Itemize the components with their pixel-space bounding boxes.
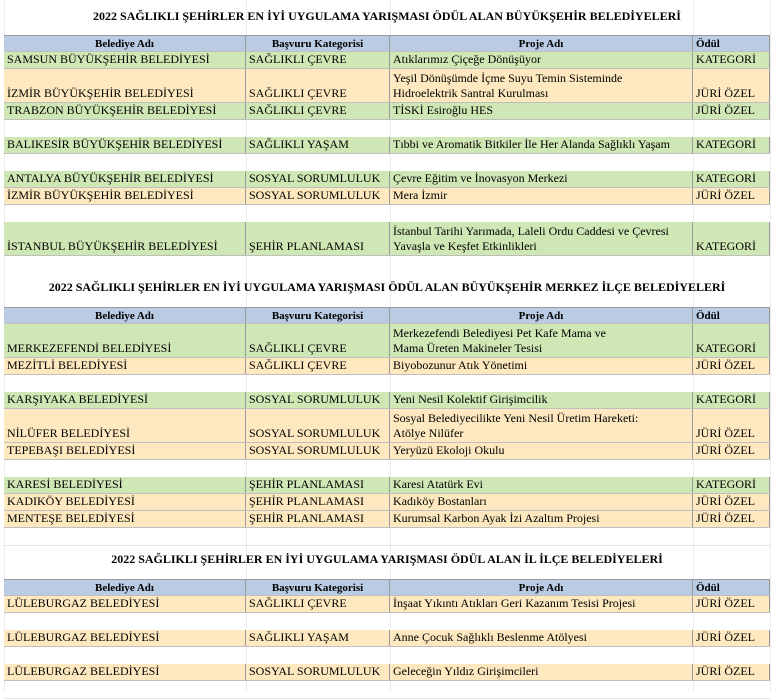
municipality-name: MENTEŞE BELEDİYESİ xyxy=(7,511,135,525)
award-cell[interactable] xyxy=(693,392,770,408)
table-header-row xyxy=(4,579,770,596)
category-cell[interactable] xyxy=(246,392,390,408)
project-name-line: Karesi Atatürk Evi xyxy=(393,477,483,491)
award-cell[interactable] xyxy=(693,511,770,527)
category-cell[interactable] xyxy=(246,103,390,119)
project-name-line: Hidroelektrik Santral Kurulması xyxy=(393,86,549,100)
municipality-name: İSTANBUL BÜYÜKŞEHİR BELEDİYESİ xyxy=(7,239,218,253)
award-cell[interactable] xyxy=(693,103,770,119)
category-cell[interactable] xyxy=(246,409,390,442)
award-cell[interactable] xyxy=(693,409,770,442)
category-name: SAĞLIKLI ÇEVRE xyxy=(249,52,347,66)
project-cell[interactable] xyxy=(390,222,693,255)
award-cell[interactable] xyxy=(693,358,770,374)
table-row xyxy=(4,188,770,205)
municipality-cell[interactable] xyxy=(4,630,246,646)
project-name-line: Biyobozunur Atık Yönetimi xyxy=(393,358,528,372)
project-name-line: Mama Üreten Makineler Tesisi xyxy=(393,341,543,355)
table-row xyxy=(4,52,770,69)
table-row xyxy=(4,392,770,409)
municipality-name: KARESİ BELEDİYESİ xyxy=(7,477,123,491)
category-name: SAĞLIKLI ÇEVRE xyxy=(249,341,347,355)
header-cell[interactable]: Proje Adı xyxy=(390,580,693,595)
table-row xyxy=(4,171,770,188)
municipality-name: BALIKESİR BÜYÜKŞEHİR BELEDİYESİ xyxy=(7,137,223,151)
header-cell[interactable]: Ödül xyxy=(693,36,770,51)
award-cell[interactable] xyxy=(693,137,770,153)
project-cell[interactable] xyxy=(390,358,693,374)
header-cell[interactable]: Ödül xyxy=(693,580,770,595)
category-cell[interactable] xyxy=(246,137,390,153)
project-cell[interactable] xyxy=(390,477,693,493)
municipality-cell[interactable] xyxy=(4,52,246,68)
category-name: SAĞLIKLI ÇEVRE xyxy=(249,103,347,117)
award-name: KATEGORİ xyxy=(696,477,756,491)
header-cell[interactable]: Başvuru Kategorisi xyxy=(246,580,390,595)
municipality-cell[interactable] xyxy=(4,392,246,408)
award-cell[interactable] xyxy=(693,596,770,612)
municipality-name: SAMSUN BÜYÜKŞEHİR BELEDİYESİ xyxy=(7,52,210,66)
project-cell[interactable] xyxy=(390,409,693,442)
section-title: 2022 SAĞLIKLI ŞEHİRLER EN İYİ UYGULAMA YARIŞMASI ÖDÜL ALAN BÜYÜKŞEHİR BELEDİYELERİ xyxy=(93,8,681,23)
category-cell[interactable] xyxy=(246,596,390,612)
table-row xyxy=(4,664,770,681)
municipality-name: ANTALYA BÜYÜKŞEHİR BELEDİYESİ xyxy=(7,171,214,185)
header-cell[interactable]: Başvuru Kategorisi xyxy=(246,308,390,323)
award-name: JÜRİ ÖZEL xyxy=(696,596,755,610)
category-name: SAĞLIKLI ÇEVRE xyxy=(249,86,347,100)
project-name-line: Sosyal Belediyecilikte Yeni Nesil Üretim Hareketi: xyxy=(393,411,639,425)
project-cell[interactable] xyxy=(390,137,693,153)
category-cell[interactable] xyxy=(246,494,390,510)
award-name: JÜRİ ÖZEL xyxy=(696,630,755,644)
project-name-line: Yeşil Dönüşümde İçme Suyu Temin Sisteminde xyxy=(393,71,623,85)
table-row xyxy=(4,511,770,528)
category-name: SOSYAL SORUMLULUK xyxy=(249,392,381,406)
municipality-cell[interactable] xyxy=(4,443,246,459)
empty-row xyxy=(4,647,770,665)
project-cell[interactable] xyxy=(390,188,693,204)
municipality-name: LÜLEBURGAZ BELEDİYESİ xyxy=(7,630,160,644)
award-name: JÜRİ ÖZEL xyxy=(696,511,755,525)
table-header-row xyxy=(4,307,770,324)
award-name: JÜRİ ÖZEL xyxy=(696,664,755,678)
table-row xyxy=(4,103,770,120)
project-name-line: Anne Çocuk Sağlıklı Beslenme Atölyesi xyxy=(393,630,587,644)
municipality-name: LÜLEBURGAZ BELEDİYESİ xyxy=(7,596,160,610)
municipality-cell[interactable] xyxy=(4,324,246,357)
category-cell[interactable] xyxy=(246,52,390,68)
project-cell[interactable] xyxy=(390,392,693,408)
award-name: KATEGORİ xyxy=(696,52,756,66)
award-name: JÜRİ ÖZEL xyxy=(696,443,755,457)
category-name: SOSYAL SORUMLULUK xyxy=(249,171,381,185)
category-cell[interactable] xyxy=(246,69,390,102)
header-cell[interactable]: Başvuru Kategorisi xyxy=(246,36,390,51)
project-name-line: Kadıköy Bostanları xyxy=(393,494,487,508)
project-name-line: İstanbul Tarihi Yarımada, Laleli Ordu Caddesi ve Çevresi xyxy=(393,224,669,238)
award-cell[interactable] xyxy=(693,664,770,680)
project-cell[interactable] xyxy=(390,443,693,459)
award-cell[interactable] xyxy=(693,52,770,68)
municipality-name: KADIKÖY BELEDİYESİ xyxy=(7,494,135,508)
award-cell[interactable] xyxy=(693,443,770,459)
category-name: SOSYAL SORUMLULUK xyxy=(249,664,381,678)
project-name-line: Atölye Nilüfer xyxy=(393,426,464,440)
table-row xyxy=(4,358,770,375)
award-name: JÜRİ ÖZEL xyxy=(696,426,755,440)
category-name: SAĞLIKLI ÇEVRE xyxy=(249,358,347,372)
municipality-cell[interactable] xyxy=(4,664,246,680)
category-cell[interactable] xyxy=(246,324,390,357)
project-cell[interactable] xyxy=(390,52,693,68)
section-title: 2022 SAĞLIKLI ŞEHİRLER EN İYİ UYGULAMA YARIŞMASI ÖDÜL ALAN İL İLÇE BELEDİYELERİ xyxy=(111,551,663,566)
award-cell[interactable] xyxy=(693,69,770,102)
municipality-name: TEPEBAŞI BELEDİYESİ xyxy=(7,443,136,457)
category-name: ŞEHİR PLANLAMASI xyxy=(249,239,365,253)
award-name: JÜRİ ÖZEL xyxy=(696,86,755,100)
municipality-name: TRABZON BÜYÜKŞEHİR BELEDİYESİ xyxy=(7,103,217,117)
award-name: KATEGORİ xyxy=(696,171,756,185)
section-title: 2022 SAĞLIKLI ŞEHİRLER EN İYİ UYGULAMA YARIŞMASI ÖDÜL ALAN BÜYÜKŞEHİR MERKEZ İLÇE BELEDİYELERİ xyxy=(48,279,726,294)
category-cell[interactable] xyxy=(246,171,390,187)
award-name: KATEGORİ xyxy=(696,137,756,151)
award-cell[interactable] xyxy=(693,630,770,646)
empty-row xyxy=(4,154,770,172)
municipality-name: LÜLEBURGAZ BELEDİYESİ xyxy=(7,664,160,678)
project-name-line: Kurumsal Karbon Ayak İzi Azaltım Projesi xyxy=(393,511,600,525)
category-cell[interactable] xyxy=(246,664,390,680)
municipality-cell[interactable] xyxy=(4,409,246,442)
municipality-cell[interactable] xyxy=(4,477,246,493)
project-cell[interactable] xyxy=(390,69,693,102)
table-row xyxy=(4,477,770,494)
project-name-line: Tıbbi ve Aromatik Bitkiler İle Her Alanda Sağlıklı Yaşam xyxy=(393,137,670,151)
municipality-cell[interactable] xyxy=(4,358,246,374)
award-name: JÜRİ ÖZEL xyxy=(696,494,755,508)
project-cell[interactable] xyxy=(390,324,693,357)
category-name: ŞEHİR PLANLAMASI xyxy=(249,494,365,508)
header-cell[interactable]: Proje Adı xyxy=(390,308,693,323)
project-name-line: Çevre Eğitim ve İnovasyon Merkezi xyxy=(393,171,568,185)
category-name: SAĞLIKLI ÇEVRE xyxy=(249,596,347,610)
header-cell[interactable]: Belediye Adı xyxy=(4,36,246,51)
municipality-cell[interactable] xyxy=(4,188,246,204)
project-name-line: Yeryüzü Ekoloji Okulu xyxy=(393,443,505,457)
header-cell[interactable]: Belediye Adı xyxy=(4,308,246,323)
project-name-line: TİSKİ Esiroğlu HES xyxy=(393,103,493,117)
table-row xyxy=(4,494,770,511)
column-gridline xyxy=(770,0,771,691)
category-name: SAĞLIKLI YAŞAM xyxy=(249,137,349,151)
award-cell[interactable] xyxy=(693,324,770,357)
municipality-cell[interactable] xyxy=(4,69,246,102)
category-name: SOSYAL SORUMLULUK xyxy=(249,426,381,440)
category-cell[interactable] xyxy=(246,477,390,493)
award-cell[interactable] xyxy=(693,477,770,493)
project-name-line: Yavaşla ve Keşfet Etkinlikleri xyxy=(393,239,537,253)
project-cell[interactable] xyxy=(390,511,693,527)
project-cell[interactable] xyxy=(390,596,693,612)
award-cell[interactable] xyxy=(693,188,770,204)
project-cell[interactable] xyxy=(390,171,693,187)
category-name: SOSYAL SORUMLULUK xyxy=(249,443,381,457)
award-name: JÜRİ ÖZEL xyxy=(696,358,755,372)
table-row xyxy=(4,137,770,154)
empty-row xyxy=(4,528,770,546)
empty-row xyxy=(4,681,770,699)
empty-row xyxy=(4,613,770,631)
project-name-line: Yeni Nesil Kolektif Girişimcilik xyxy=(393,392,548,406)
project-name-line: İnşaat Yıkıntı Atıkları Geri Kazanım Tesisi Projesi xyxy=(393,596,636,610)
table-row xyxy=(4,630,770,647)
municipality-cell[interactable] xyxy=(4,222,246,255)
project-cell[interactable] xyxy=(390,103,693,119)
municipality-cell[interactable] xyxy=(4,494,246,510)
project-name-line: Merkezefendi Belediyesi Pet Kafe Mama ve xyxy=(393,326,606,340)
empty-row xyxy=(4,375,770,393)
header-cell[interactable]: Belediye Adı xyxy=(4,580,246,595)
award-name: KATEGORİ xyxy=(696,392,756,406)
municipality-cell[interactable] xyxy=(4,137,246,153)
category-name: ŞEHİR PLANLAMASI xyxy=(249,477,365,491)
award-cell[interactable] xyxy=(693,494,770,510)
category-cell[interactable] xyxy=(246,188,390,204)
category-cell[interactable] xyxy=(246,222,390,255)
table-row xyxy=(4,409,770,443)
award-cell[interactable] xyxy=(693,222,770,255)
project-cell[interactable] xyxy=(390,664,693,680)
category-cell[interactable] xyxy=(246,358,390,374)
table-row xyxy=(4,222,770,256)
table-row xyxy=(4,324,770,358)
municipality-name: NİLÜFER BELEDİYESİ xyxy=(7,426,130,440)
empty-row xyxy=(4,460,770,478)
table-row xyxy=(4,596,770,613)
municipality-name: İZMİR BÜYÜKŞEHİR BELEDİYESİ xyxy=(7,188,194,202)
municipality-name: İZMİR BÜYÜKŞEHİR BELEDİYESİ xyxy=(7,86,194,100)
project-cell[interactable] xyxy=(390,494,693,510)
project-name-line: Atıklarımız Çiçeğe Dönüşüyor xyxy=(393,52,541,66)
project-cell[interactable] xyxy=(390,630,693,646)
municipality-cell[interactable] xyxy=(4,511,246,527)
project-name-line: Geleceğin Yıldız Girişimcileri xyxy=(393,664,539,678)
municipality-cell[interactable] xyxy=(4,103,246,119)
municipality-cell[interactable] xyxy=(4,596,246,612)
table-header-row xyxy=(4,35,770,52)
category-cell[interactable] xyxy=(246,443,390,459)
award-name: JÜRİ ÖZEL xyxy=(696,103,755,117)
empty-row xyxy=(4,120,770,138)
project-name-line: Mera İzmir xyxy=(393,188,448,202)
category-cell[interactable] xyxy=(246,630,390,646)
municipality-cell[interactable] xyxy=(4,171,246,187)
award-cell[interactable] xyxy=(693,171,770,187)
table-row xyxy=(4,69,770,103)
header-cell[interactable]: Ödül xyxy=(693,308,770,323)
municipality-name: KARŞIYAKA BELEDİYESİ xyxy=(7,392,148,406)
category-name: SAĞLIKLI YAŞAM xyxy=(249,630,349,644)
award-name: JÜRİ ÖZEL xyxy=(696,188,755,202)
municipality-name: MERKEZEFENDİ BELEDİYESİ xyxy=(7,341,172,355)
award-name: KATEGORİ xyxy=(696,341,756,355)
header-cell[interactable]: Proje Adı xyxy=(390,36,693,51)
empty-row xyxy=(4,205,770,223)
category-name: ŞEHİR PLANLAMASI xyxy=(249,511,365,525)
award-name: KATEGORİ xyxy=(696,239,756,253)
table-row xyxy=(4,443,770,460)
municipality-name: MEZİTLİ BELEDİYESİ xyxy=(7,358,128,372)
category-name: SOSYAL SORUMLULUK xyxy=(249,188,381,202)
category-cell[interactable] xyxy=(246,511,390,527)
